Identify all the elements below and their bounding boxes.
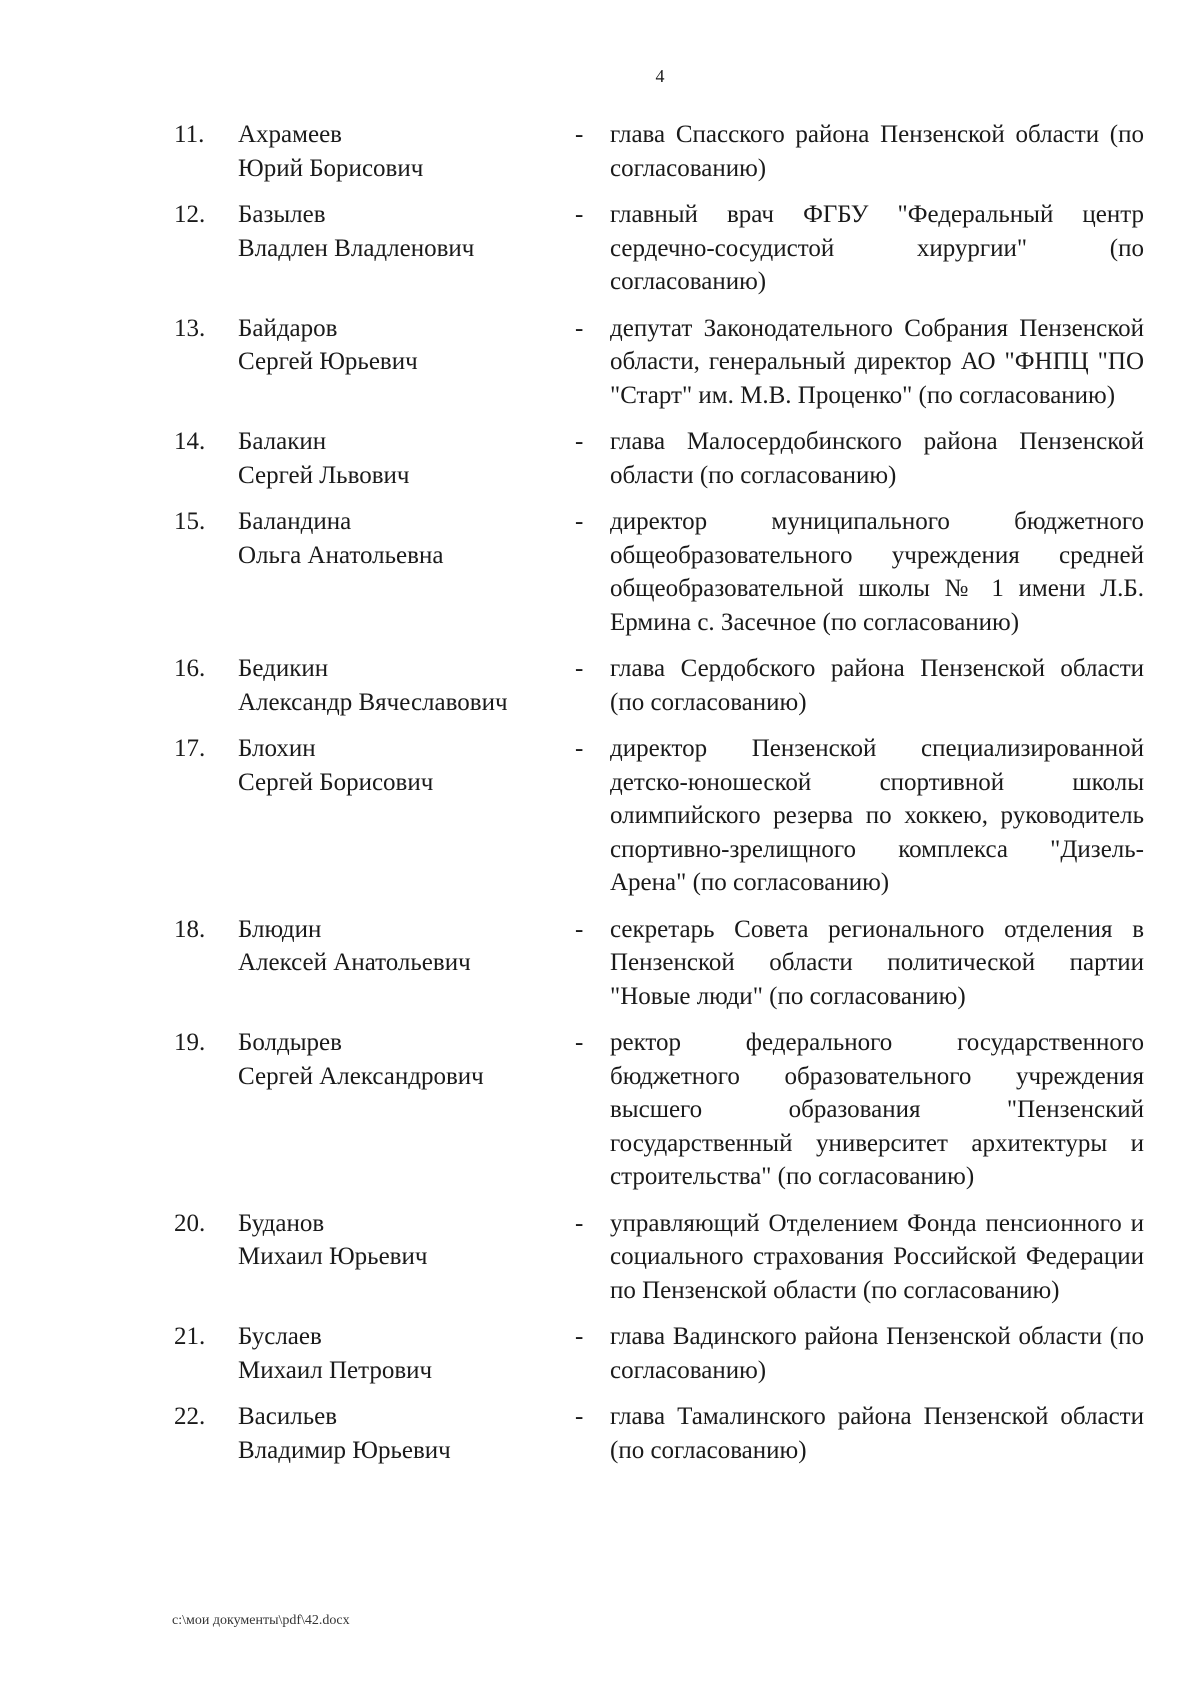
member-dash: -: [575, 1403, 584, 1430]
member-position: глава Тамалинского района Пензенской области (по согласованию): [610, 1403, 1144, 1464]
member-position: управляющий Отделением Фонда пенсионного и социального страхования Российской Федерации по Пензенской области (по согласованию): [610, 1209, 1144, 1304]
list-item: [174, 425, 1144, 492]
member-name: [238, 732, 575, 799]
member-number: 19.: [174, 1029, 206, 1056]
list-item: [174, 913, 1144, 1014]
member-given-name: Сергей Юрьевич: [238, 348, 418, 375]
member-name: [238, 505, 575, 572]
member-surname: Васильев: [238, 1403, 338, 1430]
list-item: [174, 312, 1144, 413]
member-dash: -: [575, 1029, 584, 1056]
member-name: [238, 1400, 575, 1467]
member-surname: Ахрамеев: [238, 121, 342, 148]
member-surname: Блюдин: [238, 915, 322, 943]
member-dash: -: [575, 915, 584, 943]
member-dash: -: [575, 1209, 584, 1237]
member-number: 14.: [174, 428, 206, 455]
member-surname: Бедикин: [238, 655, 329, 682]
member-name: [238, 652, 575, 719]
member-number: 21.: [174, 1323, 206, 1350]
member-name: [238, 312, 575, 379]
member-given-name: Сергей Александрович: [238, 1062, 484, 1090]
member-given-name: Михаил Юрьевич: [238, 1243, 428, 1270]
member-dash: -: [575, 735, 584, 762]
member-name: [238, 118, 575, 185]
list-item: [174, 1207, 1144, 1308]
member-position: глава Вадинского района Пензенской области (по согласованию): [610, 1323, 1144, 1384]
member-dash: -: [575, 428, 584, 455]
member-position: глава Малосердобинского района Пензенской области (по согласованию): [610, 428, 1144, 489]
member-dash: -: [575, 201, 584, 228]
member-dash: -: [575, 121, 584, 148]
member-position: глава Спасского района Пензенской области (по согласованию): [610, 121, 1144, 182]
member-number: 22.: [174, 1403, 206, 1430]
member-position: депутат Законодательного Собрания Пензенской области, генеральный директор АО "ФНПЦ "ПО "Старт" им. М.В. Проценко" (по согласованию): [610, 314, 1144, 409]
list-item: [174, 652, 1144, 719]
member-surname: Байдаров: [238, 314, 338, 342]
member-position: главный врач ФГБУ "Федеральный центр сердечно-сосудистой хирургии" (по согласованию): [610, 201, 1144, 295]
member-position: секретарь Совета регионального отделения в Пензенской области политической партии "Новые люди" (по согласованию): [610, 915, 1144, 1010]
member-name: [238, 913, 575, 980]
member-number: 13.: [174, 314, 206, 342]
list-item: [174, 118, 1144, 185]
member-name: [238, 198, 575, 265]
member-dash: -: [575, 1323, 584, 1350]
member-position: ректор федерального государственного бюджетного образовательного учреждения высшего образования "Пензенский государственный университет архитектуры и строительства" (по согласованию): [610, 1029, 1144, 1190]
member-surname: Болдырев: [238, 1029, 342, 1056]
member-given-name: Владимир Юрьевич: [238, 1436, 451, 1464]
member-number: 16.: [174, 655, 206, 682]
member-dash: -: [575, 314, 584, 342]
member-position: глава Сердобского района Пензенской области (по согласованию): [610, 655, 1144, 716]
member-name: [238, 425, 575, 492]
list-item: [174, 505, 1144, 639]
member-position: директор муниципального бюджетного общеобразовательного учреждения средней общеобразовательной школы № 1 имени Л.Б. Ермина с. Засечное (по согласованию): [610, 508, 1144, 636]
member-given-name: Ольга Анатольевна: [238, 541, 444, 569]
member-name: [238, 1320, 575, 1387]
member-position: директор Пензенской специализированной детско-юношеской спортивной школы олимпийского резерва по хоккею, руководитель спортивно-зрелищного комплекса "Дизель-Арена" (по согласованию): [610, 735, 1144, 896]
member-name: [238, 1026, 575, 1093]
member-given-name: Владлен Владленович: [238, 234, 475, 262]
member-name: [238, 1207, 575, 1274]
list-item: [174, 1320, 1144, 1387]
list-item: [174, 732, 1144, 900]
member-surname: Буслаев: [238, 1323, 322, 1350]
list-item: [174, 1400, 1144, 1467]
list-item: [174, 1026, 1144, 1194]
list-item: [174, 198, 1144, 299]
member-given-name: Алексей Анатольевич: [238, 949, 471, 976]
member-given-name: Александр Вячеславович: [238, 688, 508, 716]
member-surname: Буданов: [238, 1209, 325, 1237]
page-number: 4: [655, 66, 665, 86]
member-surname: Блохин: [238, 735, 316, 762]
member-number: 18.: [174, 915, 206, 943]
member-surname: Базылев: [238, 201, 326, 228]
member-dash: -: [575, 655, 584, 682]
member-number: 12.: [174, 201, 206, 228]
member-surname: Балакин: [238, 428, 327, 455]
member-given-name: Сергей Борисович: [238, 768, 434, 796]
member-number: 15.: [174, 508, 206, 535]
member-dash: -: [575, 508, 584, 535]
member-given-name: Юрий Борисович: [238, 154, 424, 182]
member-given-name: Михаил Петрович: [238, 1356, 433, 1384]
member-surname: Баландина: [238, 508, 352, 535]
member-number: 20.: [174, 1209, 206, 1237]
member-number: 11.: [174, 121, 205, 148]
footer-file-path: с:\мои документы\pdf\42.docx: [172, 1613, 350, 1628]
member-number: 17.: [174, 735, 206, 762]
member-given-name: Сергей Львович: [238, 461, 410, 489]
member-list: [174, 118, 1144, 1480]
